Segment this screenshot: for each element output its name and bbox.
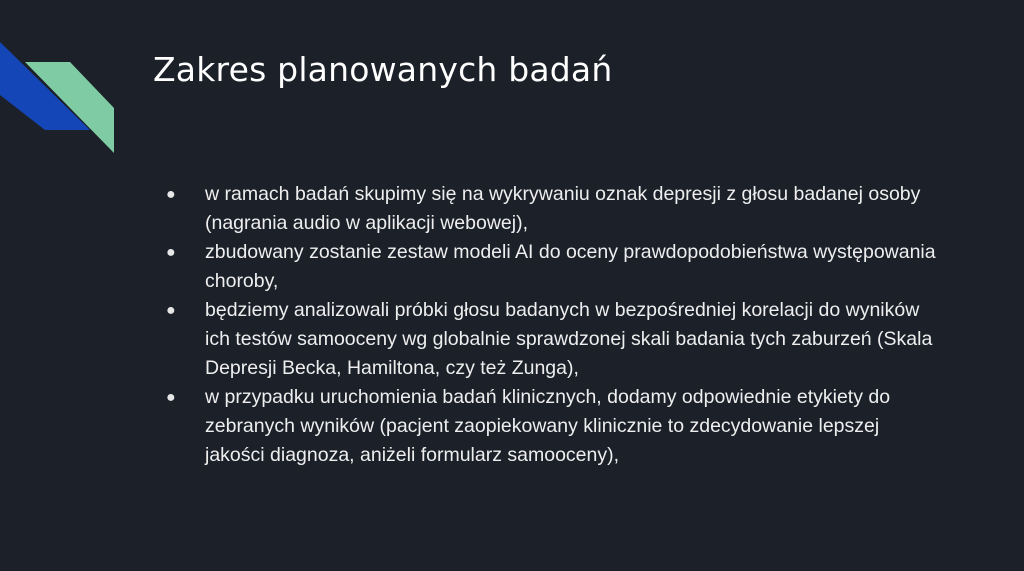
- bullet-text: w ramach badań skupimy się na wykrywaniu oznak depresji z głosu badanej osoby (nagrania audio w aplikacji webowej),: [205, 183, 921, 234]
- bullet-text: zbudowany zostanie zestaw modeli AI do oceny prawdopodobieństwa występowania choroby,: [205, 241, 936, 292]
- bullet-item: [164, 296, 944, 383]
- slide-title: Zakres planowanych badań: [153, 50, 613, 89]
- bullet-list: [164, 180, 944, 470]
- corner-stripes-decoration: [0, 0, 120, 160]
- bullet-dot-icon: ●: [166, 244, 176, 261]
- bullet-item: [164, 180, 944, 238]
- bullet-dot-icon: ●: [166, 302, 176, 319]
- bullet-item: [164, 238, 944, 296]
- bullet-dot-icon: ●: [166, 186, 176, 203]
- bullet-dot-icon: ●: [166, 389, 176, 406]
- bullet-text: w przypadku uruchomienia badań klinicznych, dodamy odpowiednie etykiety do zebranych wyników (pacjent zaopiekowany klinicznie to zdecydowanie lepszej jakości diagnoza, aniżeli formularz samooceny),: [205, 386, 891, 466]
- bullet-text: będziemy analizowali próbki głosu badanych w bezpośredniej korelacji do wyników ich testów samooceny wg globalnie sprawdzonej skali badania tych zaburzeń (Skala Depresji Becka, Hamiltona, czy też Zunga),: [205, 299, 933, 379]
- bullet-item: [164, 383, 944, 470]
